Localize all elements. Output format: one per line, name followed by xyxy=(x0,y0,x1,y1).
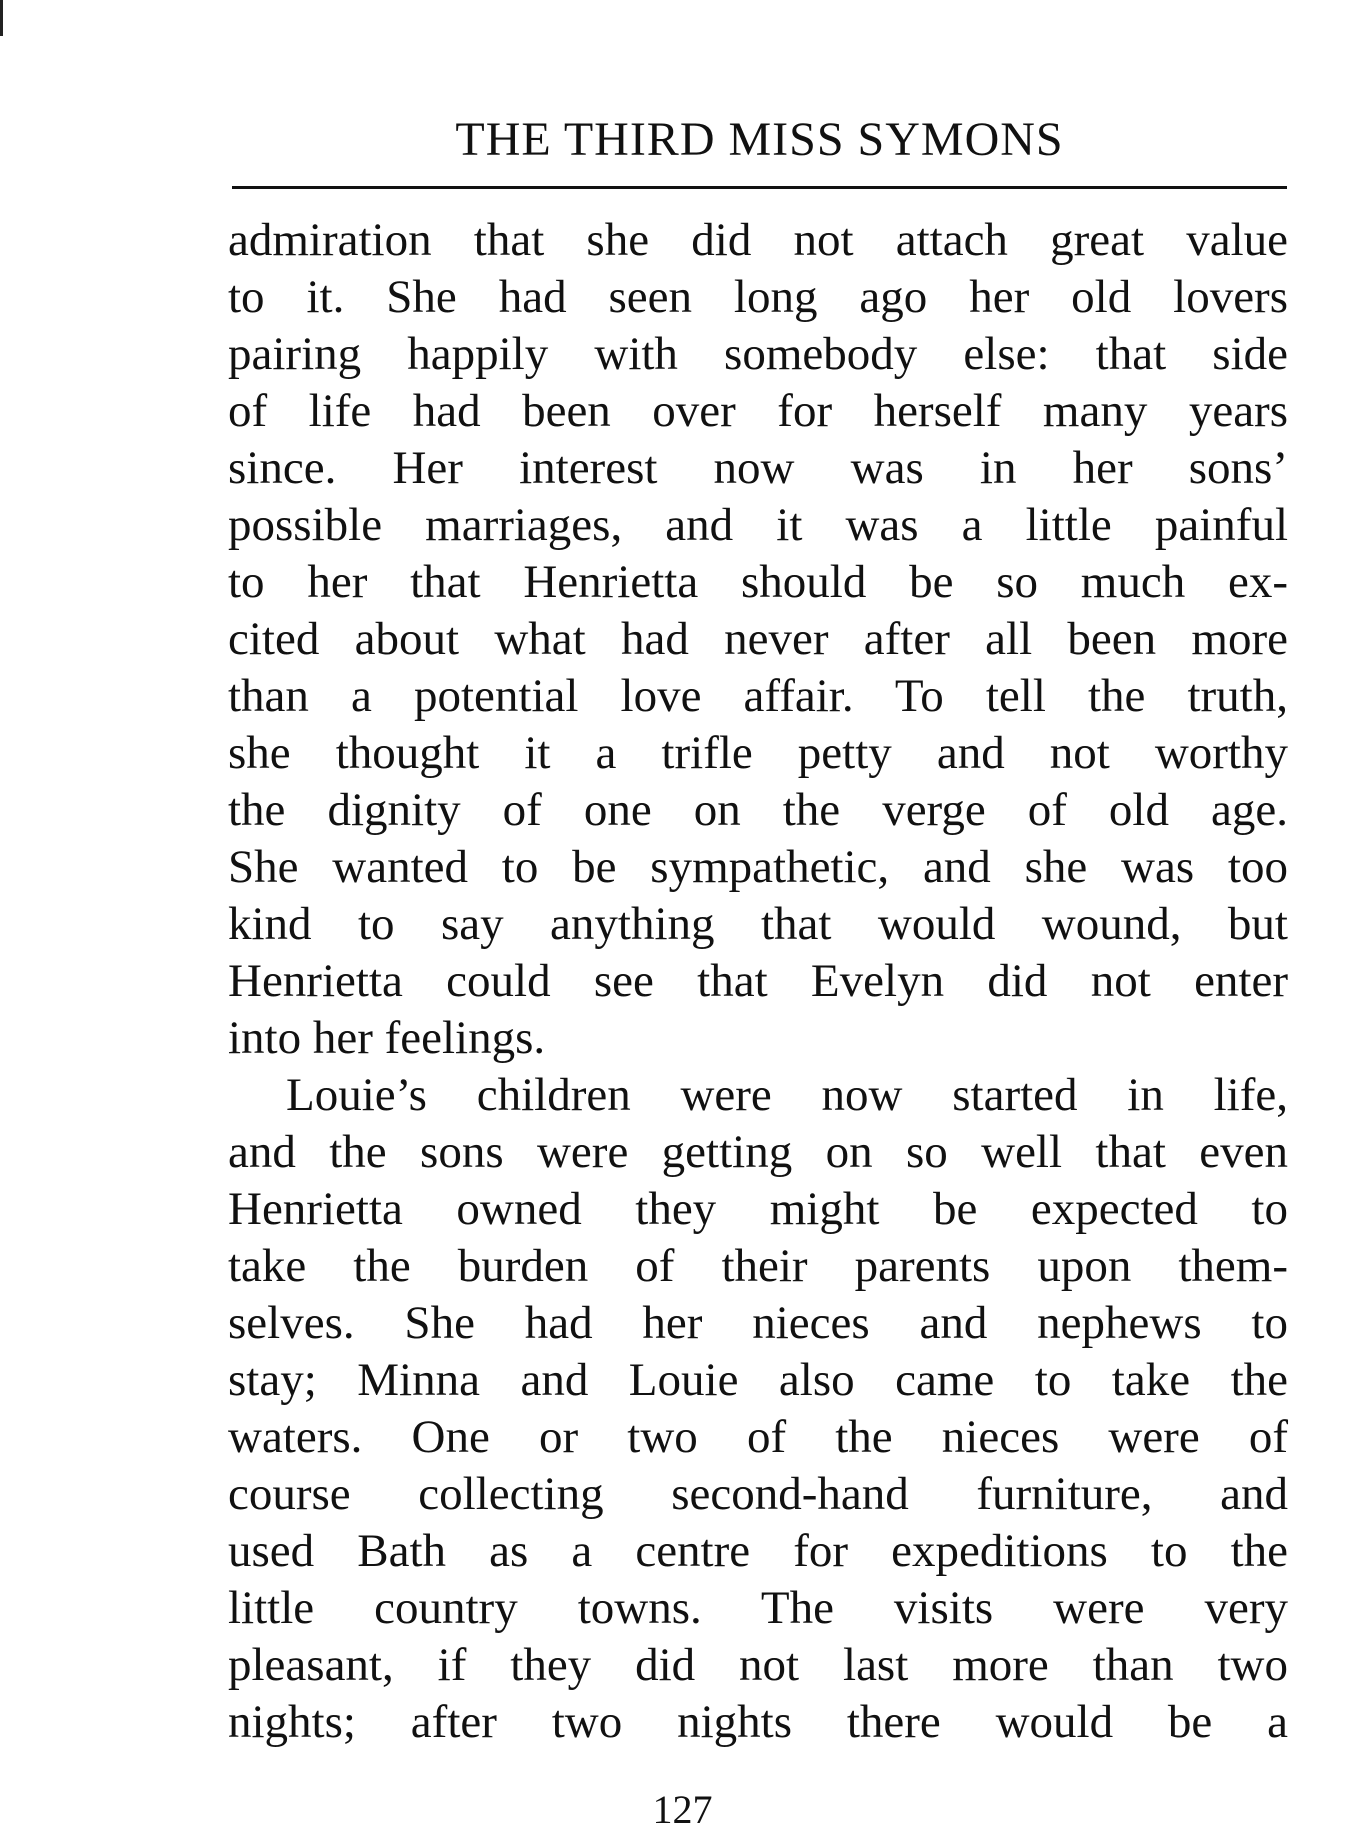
scan-edge-mark xyxy=(0,0,3,36)
text-line: than a potential love affair. To tell the truth, xyxy=(228,670,1288,722)
text-line: possible marriages, and it was a little painful xyxy=(228,499,1288,551)
paragraph-start-line: Louie’s children were now started in life, xyxy=(286,1069,1288,1121)
text-line: course collecting second-hand furniture, and xyxy=(228,1468,1288,1520)
text-line: take the burden of their parents upon them- xyxy=(228,1240,1288,1292)
text-line: pleasant, if they did not last more than two xyxy=(228,1639,1288,1691)
text-line: she thought it a trifle petty and not worthy xyxy=(228,727,1288,779)
text-line: to it. She had seen long ago her old lovers xyxy=(228,271,1288,323)
text-line: and the sons were getting on so well that even xyxy=(228,1126,1288,1178)
paragraph-end-line: into her feelings. xyxy=(228,1012,546,1064)
text-line: She wanted to be sympathetic, and she was too xyxy=(228,841,1288,893)
text-line: used Bath as a centre for expeditions to the xyxy=(228,1525,1288,1577)
text-line: the dignity of one on the verge of old age. xyxy=(228,784,1288,836)
body-text xyxy=(228,212,1288,1751)
text-line: pairing happily with somebody else: that side xyxy=(228,328,1288,380)
text-line: to her that Henrietta should be so much ex- xyxy=(228,556,1288,608)
text-line: kind to say anything that would wound, but xyxy=(228,898,1288,950)
text-line: nights; after two nights there would be a xyxy=(228,1696,1288,1748)
text-line: little country towns. The visits were very xyxy=(228,1582,1288,1634)
text-line: cited about what had never after all been more xyxy=(228,613,1288,665)
text-line: admiration that she did not attach great value xyxy=(228,214,1288,266)
page-number: 127 xyxy=(652,1787,713,1832)
text-line: Henrietta owned they might be expected to xyxy=(228,1183,1288,1235)
text-line: since. Her interest now was in her sons’ xyxy=(228,442,1288,494)
header-rule xyxy=(232,186,1287,189)
text-line: Henrietta could see that Evelyn did not enter xyxy=(228,955,1288,1007)
text-line: waters. One or two of the nieces were of xyxy=(228,1411,1288,1463)
text-line: stay; Minna and Louie also came to take the xyxy=(228,1354,1288,1406)
text-line: of life had been over for herself many years xyxy=(228,385,1288,437)
text-line: selves. She had her nieces and nephews to xyxy=(228,1297,1288,1349)
running-head: THE THIRD MISS SYMONS xyxy=(455,113,1064,166)
